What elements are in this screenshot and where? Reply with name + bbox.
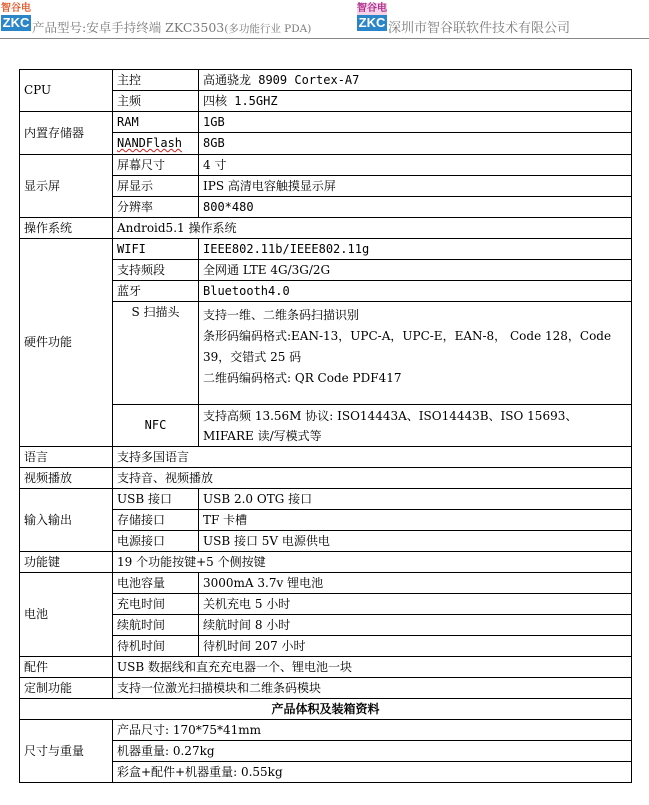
spec-value: 19 个功能按键+5 个侧按键 [113,552,632,573]
spec-value: USB 数据线和直充充电器一个、锂电池一块 [113,657,632,678]
table-row [20,112,632,133]
spec-value: 待机时间 207 小时 [199,636,632,657]
zkc-logo-icon: 智谷电 ZKC [1,3,31,30]
table-row [20,218,632,239]
spec-value-scanner [199,302,632,405]
table-row [20,155,632,176]
spec-value: 3000mA 3.7v 锂电池 [199,573,632,594]
spec-value: 8GB [199,133,632,155]
spec-label-storage: 内置存储器 [20,112,113,155]
table-row [20,699,632,720]
table-row [20,489,632,510]
spec-label-custom: 定制功能 [20,678,113,699]
spec-label-language: 语言 [20,447,113,468]
spec-value: 1GB [199,112,632,133]
table-row [20,239,632,260]
spec-value: 支持一位激光扫描模块和二维条码模块 [113,678,632,699]
company-name: 深圳市智谷联软件技术有限公司 [388,21,571,36]
spec-label-keys: 功能键 [20,552,113,573]
spec-value: 全网通 LTE 4G/3G/2G [199,260,632,281]
table-row [20,573,632,594]
spec-label-hardware: 硬件功能 [20,239,113,447]
spec-value: 四核 1.5GHZ [199,91,632,112]
table-row [20,447,632,468]
spec-value: 彩盒+配件+机器重量: 0.55kg [113,762,632,783]
zkc-logo-icon-2: 智谷电 ZKC [357,3,387,30]
spec-value: Android5.1 操作系统 [113,218,632,239]
spec-sublabel: 充电时间 [113,594,199,615]
page-header [0,0,649,40]
spec-sublabel: 电池容量 [113,573,199,594]
spec-label-accessories: 配件 [20,657,113,678]
spec-value: USB 2.0 OTG 接口 [199,489,632,510]
spec-label-battery: 电池 [20,573,113,657]
spec-label-display: 显示屏 [20,155,113,218]
section-title: 产品体积及装箱资料 [20,699,632,720]
scan-line: 支持一维、二维条码扫描识别 [203,308,360,322]
spec-sublabel: 分辨率 [113,197,199,218]
spec-sublabel: 蓝牙 [113,281,199,302]
spec-sublabel: 存储接口 [113,510,199,531]
product-model-title [32,18,311,36]
spec-sublabel: S 扫描头 [113,302,199,405]
spec-label-size-weight: 尺寸与重量 [20,720,113,783]
spec-sublabel: 待机时间 [113,636,199,657]
spec-sublabel: 屏幕尺寸 [113,155,199,176]
spec-sublabel: WIFI [113,239,199,260]
product-model-subtitle: (多功能行业 PDA) [224,23,312,35]
spec-value: IPS 高清电容触摸显示屏 [199,176,632,197]
spec-label-io: 输入输出 [20,489,113,552]
spec-sublabel: NFC [113,405,199,447]
header-divider [0,38,649,39]
table-row [20,657,632,678]
spec-value: IEEE802.11b/IEEE802.11g [199,239,632,260]
spec-label-video: 视频播放 [20,468,113,489]
spec-value: 续航时间 8 小时 [199,615,632,636]
spec-value: 支持高频 13.56M 协议: ISO14443A、ISO14443B、ISO 15693、MIFARE 读/写模式等 [199,405,632,447]
spec-value: 4 寸 [199,155,632,176]
spec-value: 机器重量: 0.27kg [113,741,632,762]
spec-table [19,69,632,783]
spec-value: TF 卡槽 [199,510,632,531]
product-model-text: 产品型号:安卓手持终端 ZKC3503 [32,20,225,35]
spec-value: 关机充电 5 小时 [199,594,632,615]
spec-sublabel: 续航时间 [113,615,199,636]
spec-sublabel: RAM [113,112,199,133]
spec-value: 支持多国语言 [113,447,632,468]
table-row [20,720,632,741]
scan-line: 二维码编码格式: QR Code PDF417 [203,371,402,385]
spec-value: USB 接口 5V 电源供电 [199,531,632,552]
spec-sublabel: 电源接口 [113,531,199,552]
spec-value: 产品尺寸: 170*75*41mm [113,720,632,741]
spec-sublabel: 主频 [113,91,199,112]
spec-sublabel: NANDFlash [113,133,199,155]
spec-sublabel: 屏显示 [113,176,199,197]
spec-label-cpu: CPU [20,70,113,112]
table-row [20,552,632,573]
spec-sublabel: 主控 [113,70,199,91]
scan-line: 条形码编码格式:EAN-13，UPC-A，UPC-E，EAN-8， Code 128，Code 39，交错式 25 码 [203,329,612,364]
spec-value: 800*480 [199,197,632,218]
table-row [20,468,632,489]
spec-sublabel: 支持频段 [113,260,199,281]
spec-sublabel: USB 接口 [113,489,199,510]
spec-value: 支持音、视频播放 [113,468,632,489]
table-row [20,678,632,699]
spec-label-os: 操作系统 [20,218,113,239]
spec-value: 高通骁龙 8909 Cortex-A7 [199,70,632,91]
table-row [20,70,632,91]
spec-value: Bluetooth4.0 [199,281,632,302]
